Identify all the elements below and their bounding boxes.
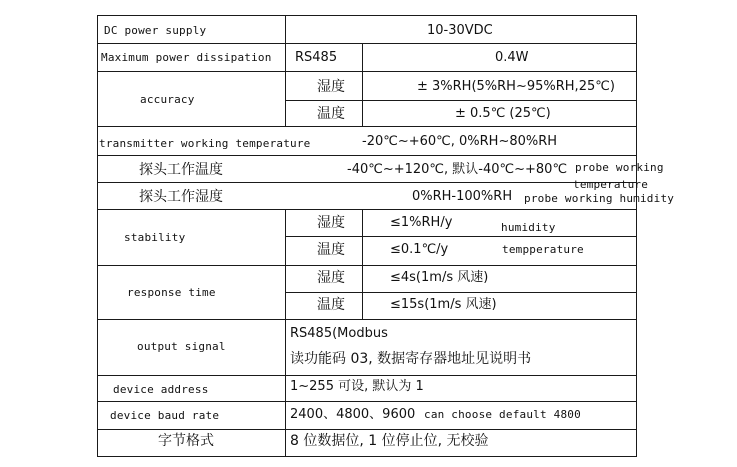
label-baud-rate: device baud rate <box>110 409 220 422</box>
table-border-right <box>636 15 637 457</box>
row-divider <box>97 126 637 127</box>
label-working-temp: transmitter working temperature <box>99 137 311 150</box>
response-temp-value: ≤15s(1m/s 风速) <box>390 297 497 312</box>
row-divider <box>285 236 637 237</box>
note-probe-temp-2: temperature <box>573 178 649 191</box>
response-temp-label: 温度 <box>317 297 345 313</box>
stability-temp-note: tempperature <box>502 243 584 256</box>
row-divider <box>285 292 637 293</box>
row-divider <box>97 209 637 210</box>
row-divider <box>97 155 637 156</box>
label-output-signal: output signal <box>137 340 226 353</box>
stability-temp-value: ≤0.1℃/y <box>390 242 449 257</box>
row-divider <box>97 71 637 72</box>
row-divider <box>285 100 637 101</box>
column-divider <box>285 15 286 127</box>
column-divider <box>362 209 363 320</box>
table-border-top <box>97 15 637 16</box>
note-probe-humidity: probe working humidity <box>524 192 675 205</box>
note-probe-temp-1: probe working <box>575 161 664 174</box>
label-response-time: response time <box>127 286 216 299</box>
sub-label-rs485: RS485 <box>295 50 338 65</box>
label-probe-temp: 探头工作温度 <box>139 162 223 178</box>
row-divider <box>97 265 637 266</box>
accuracy-temp-label: 温度 <box>317 106 345 122</box>
stability-humidity-value: ≤1%RH/y <box>390 215 453 230</box>
row-divider <box>97 319 637 320</box>
table-border-left <box>97 15 98 457</box>
row-divider <box>97 429 637 430</box>
value-power-dissipation: 0.4W <box>495 50 529 65</box>
accuracy-temp-value: ± 0.5℃ (25℃) <box>455 106 551 121</box>
accuracy-humidity-label: 湿度 <box>317 79 345 95</box>
value-probe-temp: -40℃~+120℃, 默认-40℃~+80℃ <box>347 162 568 177</box>
label-accuracy: accuracy <box>140 93 195 106</box>
column-divider <box>362 43 363 127</box>
value-working-temp: -20℃~+60℃, 0%RH~80%RH <box>362 134 558 149</box>
value-byte-format: 8 位数据位, 1 位停止位, 无校验 <box>290 433 489 449</box>
label-power-dissipation: Maximum power dissipation <box>101 51 272 64</box>
response-humidity-value: ≤4s(1m/s 风速) <box>390 270 489 285</box>
value-power-supply: 10-30VDC <box>427 23 493 38</box>
row-divider <box>97 43 637 44</box>
label-power-supply: DC power supply <box>104 24 207 37</box>
stability-temp-label: 温度 <box>317 242 345 258</box>
label-probe-humidity: 探头工作湿度 <box>139 189 223 205</box>
label-byte-format: 字节格式 <box>158 433 214 449</box>
response-humidity-label: 湿度 <box>317 270 345 286</box>
label-stability: stability <box>124 231 186 244</box>
column-divider <box>285 209 286 457</box>
value-device-address: 1~255 可设, 默认为 1 <box>290 379 424 394</box>
value-probe-humidity: 0%RH-100%RH <box>412 189 513 204</box>
row-divider <box>97 375 637 376</box>
value-baud-note: can choose default 4800 <box>424 408 581 421</box>
value-baud-rate: 2400、4800、9600 <box>290 407 416 422</box>
table-border-bottom <box>97 456 637 457</box>
stability-humidity-label: 湿度 <box>317 215 345 231</box>
row-divider <box>97 401 637 402</box>
label-device-address: device address <box>113 383 209 396</box>
stability-humidity-note: humidity <box>501 221 556 234</box>
output-line-1: RS485(Modbus <box>290 326 388 341</box>
accuracy-humidity-value: ± 3%RH(5%RH~95%RH,25℃) <box>417 79 615 94</box>
row-divider <box>97 182 637 183</box>
output-line-2: 读功能码 03, 数据寄存器地址见说明书 <box>290 351 532 367</box>
